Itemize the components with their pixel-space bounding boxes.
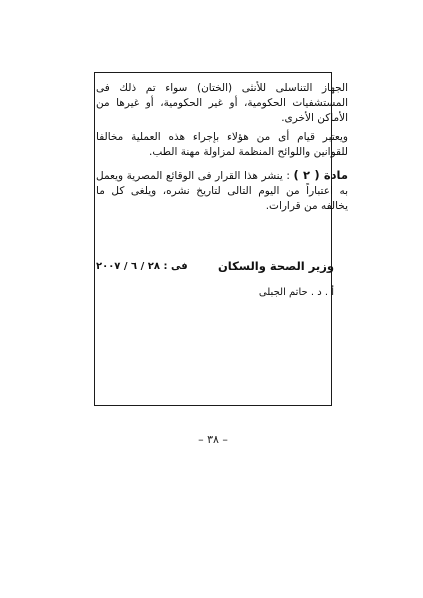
minister-name: أ . د . حاتم الجبلى bbox=[258, 287, 334, 298]
paragraph-1: الجهاز التناسلى للأنثى (الختان) سواء تم ذلك فى المستشفيات الحكومية، أو غير الحكومية، أو غيرها من الأماكن الأخرى. bbox=[96, 82, 348, 124]
minister-title: وزير الصحة والسكان bbox=[217, 259, 334, 273]
signature-row bbox=[96, 258, 334, 274]
document-body bbox=[96, 81, 348, 214]
article-paragraph bbox=[96, 168, 348, 214]
paragraph-2: ويعتبر قيام أى من هؤلاء بإجراء هذه العملية مخالفا للقوانين واللوائح المنظمة لمزاولة مهنة الطب. bbox=[96, 131, 348, 158]
article-text: : ينشر هذا القرار فى الوقائع المصرية ويعمل به اعتباراً من اليوم التالى لتاريخ نشره، ويلغى كل ما يخالفه من قرارات. bbox=[96, 170, 348, 212]
minister-name-row bbox=[96, 286, 334, 300]
signature-date: فى : ٢٨ / ٦ / ٢٠٠٧ bbox=[96, 260, 188, 272]
article-title: مادة ( ٢ ) bbox=[293, 168, 348, 182]
page-number: – ٣٨ – bbox=[198, 433, 228, 446]
